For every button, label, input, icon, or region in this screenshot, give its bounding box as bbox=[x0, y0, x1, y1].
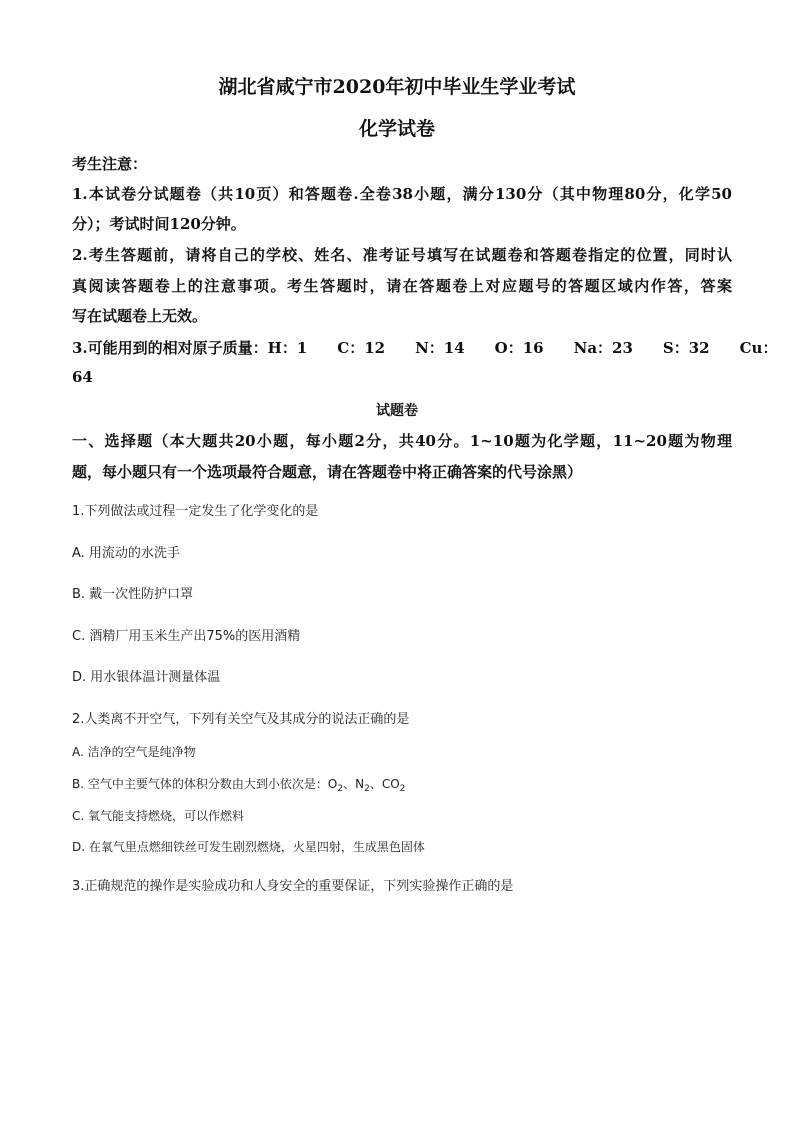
question-3-stem: 3.正确规范的操作是实验成功和人身安全的重要保证，下列实验操作正确的是 bbox=[72, 879, 514, 894]
question-1-option-b: B. 戴一次性防护口罩 bbox=[72, 587, 194, 602]
notice-item-2-line-3: 写在试题卷上无效。 bbox=[72, 307, 208, 325]
notice-item-3-line-1: 3.可能用到的相对原子质量：H：1 C：12 N：14 O：16 Na：23 S：32 Cu： bbox=[72, 339, 778, 357]
notice-item-1-line-1: 1.本试卷分试题卷（共10页）和答题卷.全卷38小题，满分130分（其中物理80分，化学50 bbox=[72, 185, 732, 203]
section-instructions-line-2: 题，每小题只有一个选项最符合题意，请在答题卷中将正确答案的代号涂黑） bbox=[72, 463, 583, 481]
question-1-stem: 1.下列做法或过程一定发生了化学变化的是 bbox=[72, 504, 319, 519]
section-instructions-line-1: 一、选择题（本大题共20小题，每小题2分，共40分。1~10题为化学题，11~20题为物理 bbox=[72, 432, 732, 450]
exam-subtitle: 化学试卷 bbox=[358, 118, 435, 140]
question-2-option-a: A. 洁净的空气是纯净物 bbox=[72, 745, 196, 759]
question-2-option-b-text: B. 空气中主要气体的体积分数由大到小依次是： bbox=[72, 777, 328, 791]
question-1-option-d: D. 用水银体温计测量体温 bbox=[72, 670, 221, 685]
formula-n2: $N_2$ bbox=[355, 777, 370, 794]
formula-co2: $CO_2$ bbox=[381, 777, 406, 794]
exam-title: 湖北省咸宁市2020年初中毕业生学业考试 bbox=[218, 76, 576, 98]
question-2-option-c: C. 氧气能支持燃烧，可以作燃料 bbox=[72, 809, 245, 823]
notice-heading: 考生注意： bbox=[72, 155, 148, 173]
section-label: 试题卷 bbox=[376, 403, 418, 419]
question-2-stem: 2.人类离不开空气，下列有关空气及其成分的说法正确的是 bbox=[72, 712, 410, 727]
question-1-option-a: A. 用流动的水洗手 bbox=[72, 546, 180, 561]
formula-o2: $O_2$ bbox=[327, 777, 344, 794]
notice-item-2-line-2: 真阅读答题卷上的注意事项。考生答题时，请在答题卷上对应题号的答题区域内作答，答案 bbox=[72, 277, 732, 295]
notice-item-2-line-1: 2.考生答题前，请将自己的学校、姓名、准考证号填写在试题卷和答题卷指定的位置，同时认 bbox=[72, 246, 732, 264]
notice-item-1-line-2: 分）；考试时间120分钟。 bbox=[72, 215, 246, 233]
question-2-option-d: D. 在氧气里点燃细铁丝可发生剧烈燃烧，火星四射，生成黑色固体 bbox=[72, 840, 425, 854]
question-2-option-b: B. 空气中主要气体的体积分数由大到小依次是：$O_2$、$N_2$、$CO_2$ bbox=[72, 777, 406, 794]
notice-item-3-line-2: 64 bbox=[72, 368, 93, 386]
question-1-option-c: C. 酒精厂用玉米生产出75%的医用酒精 bbox=[72, 629, 301, 644]
